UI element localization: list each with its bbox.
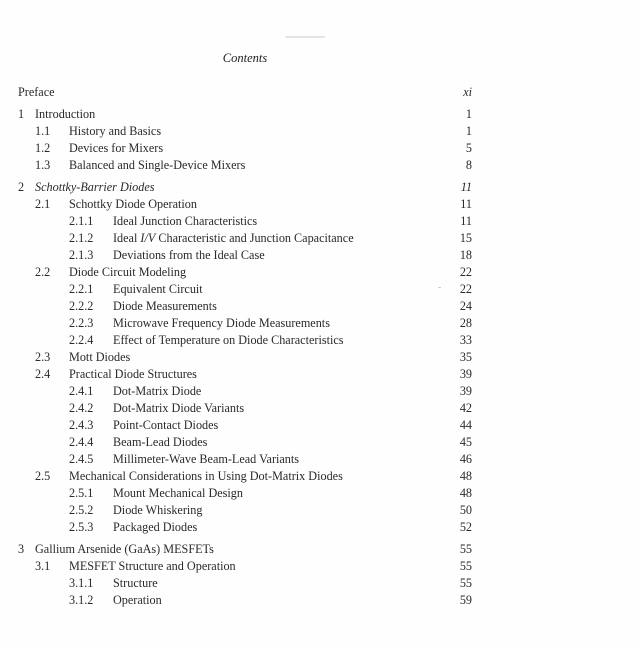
scan-smudge xyxy=(285,36,325,38)
toc-entry xyxy=(0,383,640,399)
toc-entry xyxy=(0,519,640,535)
iv-symbol: I/V xyxy=(140,231,156,245)
toc-entry-title: MESFET Structure and Operation xyxy=(69,559,236,573)
toc-entry-number: 2.1 xyxy=(35,197,51,211)
toc-entry-title: Diode Circuit Modeling xyxy=(69,265,187,279)
toc-entry-number: 2.4 xyxy=(35,367,51,381)
toc-entry-number: 2.2.2 xyxy=(69,299,94,313)
toc-entry xyxy=(0,417,640,433)
toc-entry-number: 1 xyxy=(18,107,25,121)
toc-entry-title: Schottky Diode Operation xyxy=(69,197,197,211)
toc-entry xyxy=(0,434,640,450)
toc-entry xyxy=(0,558,640,574)
toc-entry xyxy=(0,123,640,139)
toc-entry-number: 2.4.4 xyxy=(69,435,94,449)
toc-entry-title: Effect of Temperature on Diode Characteristics xyxy=(113,333,344,347)
toc-entry-number: 2.2 xyxy=(35,265,51,279)
toc-entry-number: 3 xyxy=(18,542,25,556)
toc-entry xyxy=(0,366,640,382)
toc-entry-number: 1.3 xyxy=(35,158,51,172)
toc-entry-number: 2.1.3 xyxy=(69,248,94,262)
toc-entry-page: 15 xyxy=(459,231,472,245)
toc-entry-page: 22 xyxy=(459,265,472,279)
toc-entry-page: 59 xyxy=(459,593,472,607)
toc-entry-title: Operation xyxy=(113,593,162,607)
toc-entry-number: 2.1.1 xyxy=(69,214,94,228)
toc-entry-page: 35 xyxy=(459,350,472,364)
toc-entry xyxy=(0,400,640,416)
toc-entry-number: 2 xyxy=(18,180,25,194)
toc-entry-title: Mott Diodes xyxy=(69,350,131,364)
toc-entry-number: 2.4.3 xyxy=(69,418,94,432)
toc-entry-number: 2.5.2 xyxy=(69,503,94,517)
toc-entry xyxy=(0,247,640,263)
toc-entry-title: Millimeter-Wave Beam-Lead Variants xyxy=(113,452,300,466)
toc-entry xyxy=(0,298,640,314)
toc-entry-page: 1 xyxy=(465,124,472,138)
toc-entry-number: 2.5 xyxy=(35,469,51,483)
toc-entry-title: Gallium Arsenide (GaAs) MESFETs xyxy=(35,542,214,556)
toc-entry-number: 2.4.2 xyxy=(69,401,94,415)
toc-entry-number: 2.2.1 xyxy=(69,282,94,296)
toc-entry-page: 52 xyxy=(459,520,472,534)
toc-entry-page: 55 xyxy=(459,576,472,590)
toc-entry xyxy=(0,349,640,365)
toc-entry-title: Practical Diode Structures xyxy=(69,367,197,381)
toc-entry-number: 2.2.3 xyxy=(69,316,94,330)
toc-entry-page: 11 xyxy=(460,214,472,228)
toc-entry xyxy=(0,315,640,331)
toc-entry-number: 2.4.1 xyxy=(69,384,94,398)
toc-entry xyxy=(0,468,640,484)
toc-entry xyxy=(0,592,640,608)
toc-entry-number: 2.5.3 xyxy=(69,520,94,534)
toc-entry-title: Dot-Matrix Diode Variants xyxy=(113,401,245,415)
toc-entry-page: 48 xyxy=(459,486,472,500)
toc-entry-title: History and Basics xyxy=(69,124,162,138)
toc-entry-title: Diode Measurements xyxy=(113,299,217,313)
toc-entry-title: Diode Whiskering xyxy=(113,503,203,517)
toc-entry xyxy=(0,196,640,212)
toc-entry xyxy=(0,157,640,173)
toc-entry-number: 2.4.5 xyxy=(69,452,94,466)
toc-entry xyxy=(0,264,640,280)
toc-entry-page: 22 xyxy=(459,282,472,296)
toc-entry-page: 50 xyxy=(459,503,472,517)
toc-entry-page: 46 xyxy=(459,452,472,466)
toc-entry xyxy=(0,502,640,518)
toc-entry-page: 8 xyxy=(465,158,472,172)
toc-entry xyxy=(0,451,640,467)
toc-entry xyxy=(0,281,640,297)
toc-entry xyxy=(0,84,640,100)
toc-entry-page: 1 xyxy=(465,107,472,121)
toc-entry-page: 42 xyxy=(459,401,472,415)
toc-entry-page: 39 xyxy=(459,367,472,381)
toc-entry xyxy=(0,575,640,591)
toc-entry-title: Balanced and Single-Device Mixers xyxy=(69,158,246,172)
toc-entry-number: 1.2 xyxy=(35,141,51,155)
toc-entry-title: Beam-Lead Diodes xyxy=(113,435,208,449)
toc-entry-number: 3.1 xyxy=(35,559,51,573)
toc-entry-page: 33 xyxy=(459,333,472,347)
toc-entry-title: Ideal Junction Characteristics xyxy=(113,214,258,228)
toc-entry-page: 18 xyxy=(459,248,472,262)
toc-entry-page: 44 xyxy=(459,418,472,432)
toc-entry-number: 3.1.1 xyxy=(69,576,94,590)
toc-entry-title: Structure xyxy=(113,576,158,590)
toc-entry xyxy=(0,541,640,557)
toc-entry-page: 5 xyxy=(465,141,472,155)
toc-entry xyxy=(0,140,640,156)
toc-entry xyxy=(0,106,640,122)
toc-entry-page: xi xyxy=(463,85,472,99)
toc-entry-title: Ideal I/V Characteristic and Junction Capacitance xyxy=(113,231,354,245)
toc-entry-page: 28 xyxy=(459,316,472,330)
toc-entry-page: 45 xyxy=(459,435,472,449)
toc-entry-page: 24 xyxy=(459,299,472,313)
contents-heading: Contents xyxy=(222,51,268,65)
toc-entry-page: 39 xyxy=(459,384,472,398)
toc-entry-number: 3.1.2 xyxy=(69,593,94,607)
toc-entry-title: Packaged Diodes xyxy=(113,520,198,534)
toc-entry-title: Introduction xyxy=(35,107,96,121)
toc-entry-title: Equivalent Circuit xyxy=(113,282,203,296)
toc-entry-title: Point-Contact Diodes xyxy=(113,418,219,432)
toc-entry-number: 2.5.1 xyxy=(69,486,94,500)
toc-entry-number: 2.2.4 xyxy=(69,333,94,347)
toc-entry-page: 48 xyxy=(459,469,472,483)
toc-entry-title: Preface xyxy=(18,85,55,99)
toc-entry-title: Dot-Matrix Diode xyxy=(113,384,202,398)
toc-entry xyxy=(0,485,640,501)
toc-entry-number: 1.1 xyxy=(35,124,51,138)
toc-entry-title: Mount Mechanical Design xyxy=(113,486,243,500)
toc-entry-page: 11 xyxy=(460,197,472,211)
toc-entry xyxy=(0,213,640,229)
toc-entry-title: Deviations from the Ideal Case xyxy=(113,248,265,262)
toc-entry-number: 2.1.2 xyxy=(69,231,94,245)
toc-entry xyxy=(0,332,640,348)
toc-entry-page: 55 xyxy=(459,542,472,556)
toc-entry-number: 2.3 xyxy=(35,350,51,364)
toc-entry-page: 11 xyxy=(460,180,472,194)
toc-entry xyxy=(0,230,640,246)
toc-entry-title: Microwave Frequency Diode Measurements xyxy=(113,316,330,330)
toc-entry-page: 55 xyxy=(459,559,472,573)
toc-entry-title: Schottky-Barrier Diodes xyxy=(35,180,155,194)
toc-entry xyxy=(0,179,640,195)
toc-entry-title: Devices for Mixers xyxy=(69,141,164,155)
toc-entry-title: Mechanical Considerations in Using Dot-Matrix Diodes xyxy=(69,469,343,483)
